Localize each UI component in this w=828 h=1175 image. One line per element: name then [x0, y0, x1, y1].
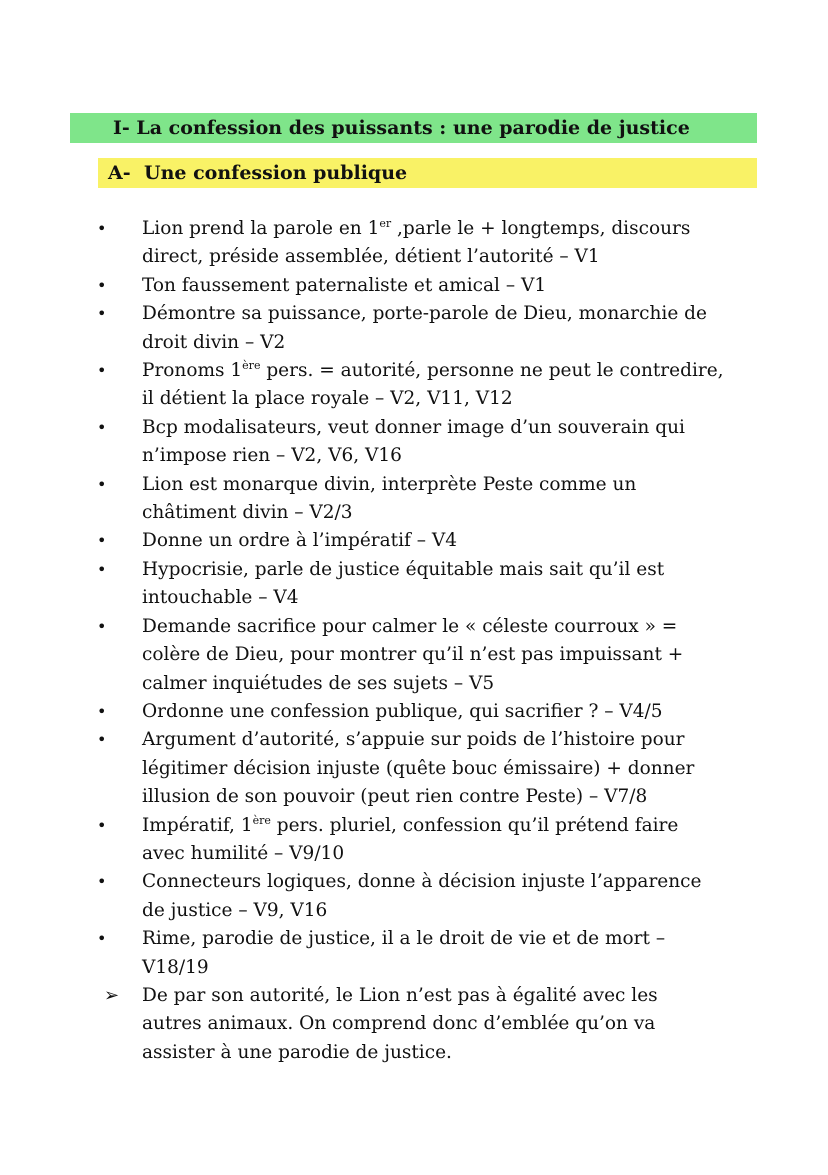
- text-line: [142, 954, 768, 982]
- section-heading: I- La confession des puissants : une parodie de justice: [70, 113, 757, 143]
- list-item: [0, 698, 828, 726]
- bullet-icon: •: [97, 929, 107, 949]
- text-segment: droit divin – V2: [142, 331, 286, 353]
- list-item: [0, 613, 828, 698]
- text-segment: Bcp modalisateurs, veut donner image d’un souverain qui: [142, 416, 685, 438]
- list-item: [0, 300, 828, 357]
- text-segment: Lion prend la parole en 1: [142, 218, 380, 239]
- text-segment: pers. = autorité, personne ne peut le contredire,: [260, 360, 724, 382]
- text-line: [142, 670, 768, 698]
- text-line: [142, 812, 768, 840]
- text-segment: pers. pluriel, confession qu’il prétend faire: [270, 814, 679, 836]
- list-item: [0, 272, 828, 300]
- text-line: [142, 272, 768, 300]
- text-segment: Ton faussement paternaliste et amical – V1: [142, 274, 547, 296]
- text-segment: Hypocrisie, parle de justice équitable mais sait qu’il est: [142, 558, 665, 580]
- text-line: [142, 442, 768, 470]
- text-segment: légitimer décision injuste (quête bouc émissaire) + donner: [142, 757, 695, 779]
- subsection-title: Une confession publique: [144, 162, 408, 184]
- text-line: [142, 414, 768, 442]
- text-line: [142, 329, 768, 357]
- text-line: [142, 868, 768, 896]
- text-line: [142, 385, 768, 413]
- text-line: [142, 215, 768, 243]
- text-segment: Démontre sa puissance, porte-parole de Dieu, monarchie de: [142, 303, 707, 325]
- text-segment: Impératif, 1: [142, 814, 253, 836]
- text-segment: châtiment divin – V2/3: [142, 502, 353, 524]
- text-line: [142, 357, 768, 385]
- superscript: ère: [252, 813, 271, 827]
- bullet-icon: •: [97, 616, 107, 636]
- text-segment: intouchable – V4: [142, 587, 299, 609]
- text-line: [142, 897, 768, 925]
- text-line: [142, 1039, 768, 1067]
- text-segment: ,parle le + longtemps, discours: [391, 218, 691, 239]
- text-segment: de justice – V9, V16: [142, 899, 328, 921]
- bullet-icon: •: [97, 304, 107, 324]
- text-line: [142, 641, 768, 669]
- text-segment: V18/19: [142, 956, 209, 978]
- text-line: [142, 584, 768, 612]
- text-segment: Donne un ordre à l’impératif – V4: [142, 530, 458, 552]
- bullet-icon: •: [97, 531, 107, 551]
- text-segment: Demande sacrifice pour calmer le « céleste courroux » =: [142, 615, 678, 637]
- text-line: [142, 982, 768, 1010]
- text-segment: calmer inquiétudes de ses sujets – V5: [142, 672, 495, 694]
- list-item: [0, 726, 828, 811]
- list-item: [0, 357, 828, 414]
- text-line: [142, 840, 768, 868]
- text-line: [142, 471, 768, 499]
- text-segment: Lion est monarque divin, interprète Peste comme un: [142, 473, 637, 495]
- conclusion-item: [0, 982, 828, 1067]
- text-segment: Rime, parodie de justice, il a le droit de vie et de mort –: [142, 928, 666, 950]
- text-segment: autres animaux. On comprend donc d’emblée qu’on va: [142, 1013, 656, 1035]
- text-segment: Connecteurs logiques, donne à décision injuste l’apparence: [142, 871, 702, 893]
- superscript: ère: [242, 359, 261, 373]
- subsection-letter: A-: [108, 162, 131, 184]
- text-line: [142, 726, 768, 754]
- bullet-icon: •: [97, 701, 107, 721]
- text-segment: n’impose rien – V2, V6, V16: [142, 445, 402, 467]
- subsection-heading: [98, 158, 757, 188]
- list-item: [0, 868, 828, 925]
- text-segment: avec humilité – V9/10: [142, 842, 345, 864]
- text-line: [142, 499, 768, 527]
- text-segment: colère de Dieu, pour montrer qu’il n’est pas impuissant +: [142, 644, 684, 666]
- text-line: [142, 755, 768, 783]
- list-item: [0, 215, 828, 272]
- text-line: [142, 527, 768, 555]
- arrow-bullet-icon: ➢: [104, 984, 120, 1006]
- text-segment: assister à une parodie de justice.: [142, 1041, 452, 1063]
- text-line: [142, 556, 768, 584]
- list-item: [0, 471, 828, 528]
- bullet-icon: •: [97, 361, 107, 381]
- list-item: [0, 527, 828, 555]
- bullet-icon: •: [97, 559, 107, 579]
- text-segment: De par son autorité, le Lion n’est pas à égalité avec les: [142, 984, 658, 1006]
- text-line: [142, 300, 768, 328]
- text-line: [142, 783, 768, 811]
- text-line: [142, 925, 768, 953]
- bullet-icon: •: [97, 275, 107, 295]
- bullet-icon: •: [97, 474, 107, 494]
- bullet-icon: •: [97, 417, 107, 437]
- list-item: [0, 925, 828, 982]
- text-line: [142, 243, 768, 271]
- text-segment: illusion de son pouvoir (peut rien contre Peste) – V7/8: [142, 786, 648, 808]
- text-segment: direct, préside assemblée, détient l’autorité – V1: [142, 246, 600, 268]
- list-item: [0, 414, 828, 471]
- text-segment: il détient la place royale – V2, V11, V12: [142, 388, 513, 410]
- bullet-icon: •: [97, 219, 107, 238]
- bullet-icon: •: [97, 730, 107, 750]
- text-segment: Ordonne une confession publique, qui sacrifier ? – V4/5: [142, 700, 663, 722]
- text-line: [142, 613, 768, 641]
- bullet-icon: •: [97, 815, 107, 835]
- text-line: [142, 698, 768, 726]
- bullet-list: [0, 215, 828, 1067]
- list-item: [0, 812, 828, 869]
- bullet-icon: •: [97, 872, 107, 892]
- list-item: [0, 556, 828, 613]
- text-segment: Argument d’autorité, s’appuie sur poids de l’histoire pour: [142, 729, 685, 751]
- text-line: [142, 1010, 768, 1038]
- text-segment: Pronoms 1: [142, 360, 243, 382]
- superscript: er: [379, 217, 392, 230]
